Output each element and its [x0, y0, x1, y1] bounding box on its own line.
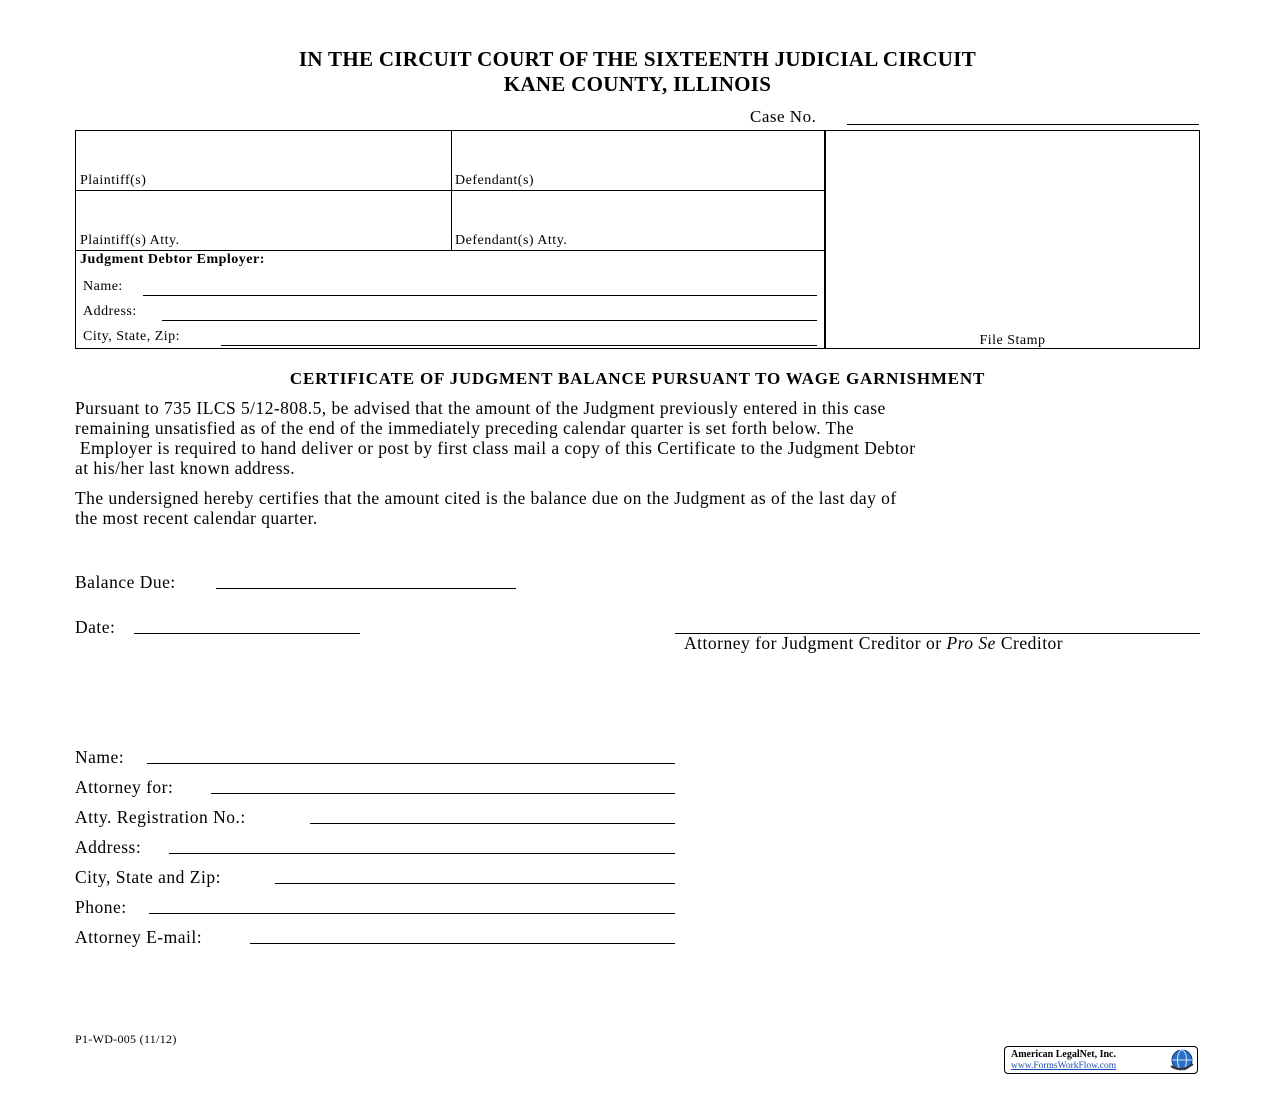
attorney-city-field[interactable] [275, 883, 675, 884]
attorney-name-label: Name: [75, 747, 125, 767]
attorney-for-field[interactable] [211, 793, 675, 794]
body-paragraph-1 [75, 398, 1201, 478]
employer-name-label: Name: [83, 279, 123, 294]
paragraph-line: remaining unsatisfied as of the end of the immediately preceding calendar quarter is set forth below. The [75, 418, 855, 438]
attorney-email-label: Attorney E-mail: [75, 927, 203, 947]
attorney-phone-label: Phone: [75, 897, 127, 917]
paragraph-line: Pursuant to 735 ILCS 5/12-808.5, be advised that the amount of the Judgment previously entered in this case [75, 398, 886, 418]
attorney-for-label: Attorney for: [75, 777, 174, 797]
case-no-label: Case No. [750, 107, 817, 126]
caption-row-divider [76, 190, 824, 191]
court-name: IN THE CIRCUIT COURT OF THE SIXTEENTH JUDICIAL CIRCUIT [298, 47, 977, 71]
case-no-field[interactable] [847, 124, 1199, 125]
body-paragraph-2 [75, 488, 1201, 528]
caption-row-divider [76, 250, 824, 251]
form-code: P1-WD-005 (11/12) [75, 1032, 177, 1046]
paragraph-line: Employer is required to hand deliver or post by first class mail a copy of this Certificate to the Judgment Debtor [75, 438, 916, 458]
balance-due-field[interactable] [216, 588, 516, 589]
court-county: KANE COUNTY, ILLINOIS [503, 72, 772, 96]
employer-heading: Judgment Debtor Employer: [80, 252, 265, 267]
paragraph-line: The undersigned hereby certifies that the amount cited is the balance due on the Judgment as of the last day of [75, 488, 897, 508]
attorney-address-label: Address: [75, 837, 142, 857]
balance-due-label: Balance Due: [75, 572, 176, 592]
caption-box [75, 130, 825, 349]
signature-caption-suffix: Creditor [995, 633, 1064, 653]
paragraph-line: the most recent calendar quarter. [75, 508, 318, 528]
attorney-name-field[interactable] [147, 763, 675, 764]
signature-caption-italic: Pro Se [946, 633, 996, 653]
date-field[interactable] [134, 633, 360, 634]
paragraph-line: at his/her last known address. [75, 458, 296, 478]
attorney-address-field[interactable] [169, 853, 675, 854]
registration-field[interactable] [310, 823, 675, 824]
employer-city-label: City, State, Zip: [83, 329, 181, 344]
publisher-name: American LegalNet, Inc. [1011, 1049, 1116, 1060]
attorney-phone-field[interactable] [149, 913, 675, 914]
signature-caption-prefix: Attorney for Judgment Creditor or [684, 633, 947, 653]
employer-city-field[interactable] [221, 345, 817, 346]
employer-name-field[interactable] [143, 295, 817, 296]
globe-icon [1168, 1048, 1194, 1072]
attorney-city-label: City, State and Zip: [75, 867, 221, 887]
employer-address-field[interactable] [162, 320, 817, 321]
form-title: CERTIFICATE OF JUDGMENT BALANCE PURSUANT TO WAGE GARNISHMENT [289, 369, 986, 388]
plaintiffs-label: Plaintiff(s) [80, 173, 147, 188]
signature-caption [684, 633, 1063, 654]
plaintiffs-atty-label: Plaintiff(s) Atty. [80, 233, 180, 248]
attorney-email-field[interactable] [250, 943, 675, 944]
defendants-atty-label: Defendant(s) Atty. [455, 233, 568, 248]
employer-address-label: Address: [83, 304, 137, 319]
file-stamp-label: File Stamp [979, 333, 1046, 348]
file-stamp-box [825, 130, 1200, 349]
publisher-logo[interactable] [1004, 1046, 1198, 1074]
date-label: Date: [75, 617, 116, 637]
publisher-link[interactable]: www.FormsWorkFlow.com [1011, 1061, 1117, 1071]
defendants-label: Defendant(s) [455, 173, 535, 188]
registration-label: Atty. Registration No.: [75, 807, 246, 827]
